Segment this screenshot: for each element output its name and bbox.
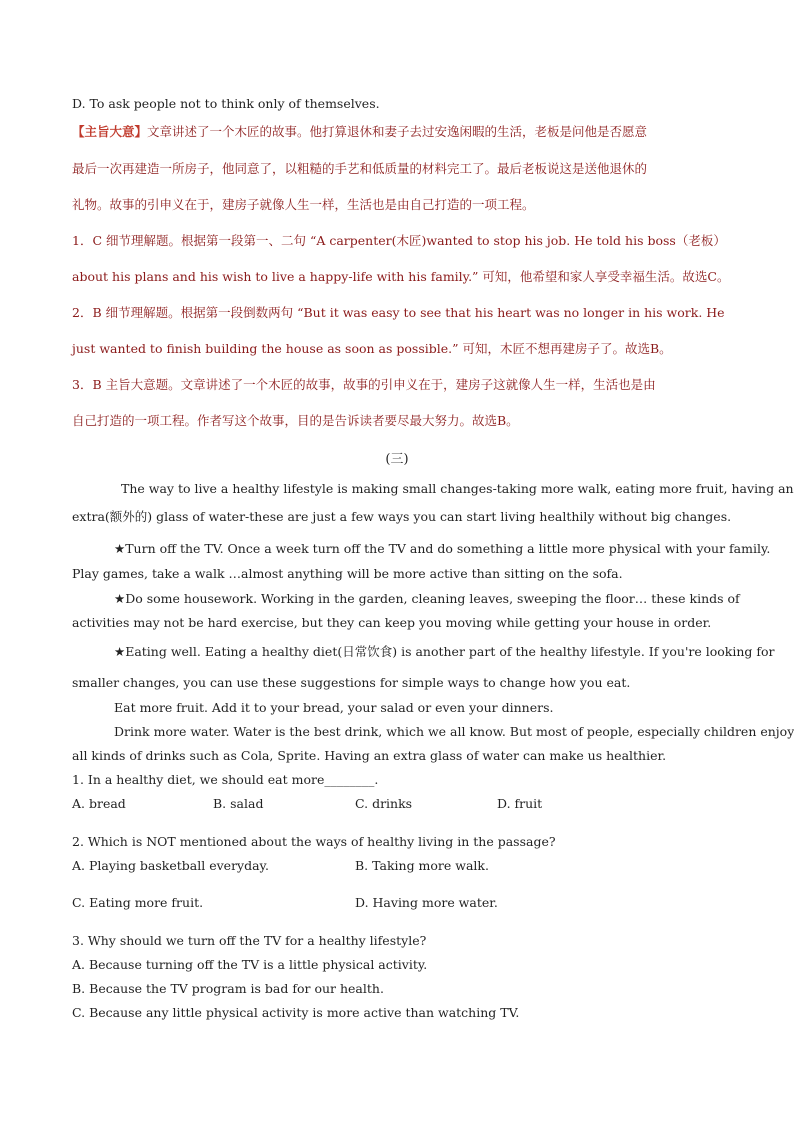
section-title: (三) — [385, 452, 409, 467]
passage-p3-line-1: ★Do some housework. Working in the garden, cleaning leaves, sweeping the floor… these kinds of — [114, 591, 740, 606]
q2-option-a: A. Playing basketball everyday. — [72, 858, 269, 873]
passage-p4-line-1: ★Eating well. Eating a healthy diet(日常饮食) is another part of the healthy lifestyle. If you're looking for — [114, 644, 775, 659]
question-3-stem: 3. Why should we turn off the TV for a healthy lifestyle? — [72, 933, 427, 948]
q1-option-a: A. bread — [72, 796, 126, 811]
answer-3-line-2: 自己打造的一项工程。作者写这个故事，目的是告诉读者要尽最大努力。故选B。 — [72, 413, 519, 428]
answer-2-line-1: 2．B 细节理解题。根据第一段倒数两句 “But it was easy to see that his heart was no longer in his work. He — [72, 305, 725, 320]
passage-p1-line-2: extra(额外的) glass of water-these are just a few ways you can start living healthily without big changes. — [72, 509, 732, 524]
q2-option-c: C. Eating more fruit. — [72, 895, 204, 910]
summary-line-3: 礼物。故事的引申义在于，建房子就像人生一样，生活也是由自己打造的一项工程。 — [72, 197, 535, 212]
prev-option-d: D. To ask people not to think only of themselves. — [72, 96, 380, 111]
q2-option-b: B. Taking more walk. — [355, 858, 489, 873]
passage-p4-line-2: smaller changes, you can use these suggestions for simple ways to change how you eat. — [72, 675, 631, 690]
passage-p6-line-1: Drink more water. Water is the best drink, which we all know. But most of people, especially children enjoy — [114, 724, 794, 739]
summary-line-1: 【主旨大意】文章讲述了一个木匠的故事。他打算退休和妻子去过安逸闲暇的生活，老板是问他是否愿意 — [72, 124, 648, 139]
q3-option-b: B. Because the TV program is bad for our health. — [72, 981, 384, 996]
question-1-stem: 1. In a healthy diet, we should eat more________. — [72, 772, 379, 787]
answer-1-line-1: 1．C 细节理解题。根据第一段第一、二句 “A carpenter(木匠)wanted to stop his job. He told his boss（老板） — [72, 233, 726, 248]
passage-p1-line-1: The way to live a healthy lifestyle is making small changes-taking more walk, eating more fruit, having an — [121, 481, 794, 496]
passage-p5-line-1: Eat more fruit. Add it to your bread, your salad or even your dinners. — [114, 700, 554, 715]
q1-option-c: C. drinks — [355, 796, 413, 811]
q1-option-d: D. fruit — [497, 796, 543, 811]
passage-p3-line-2: activities may not be hard exercise, but they can keep you moving while getting your house in order. — [72, 615, 712, 630]
q1-option-b: B. salad — [213, 796, 264, 811]
q2-option-d: D. Having more water. — [355, 895, 498, 910]
passage-p2-line-2: Play games, take a walk …almost anything will be more active than sitting on the sofa. — [72, 566, 623, 581]
answer-1-line-2: about his plans and his wish to live a happy-life with his family.” 可知，他希望和家人享受幸福生活。故选C。 — [72, 269, 730, 284]
passage-p6-line-2: all kinds of drinks such as Cola, Sprite. Having an extra glass of water can make us healthier. — [72, 748, 667, 763]
answer-2-line-2: just wanted to finish building the house as soon as possible.” 可知，木匠不想再建房子了。故选B。 — [72, 341, 672, 356]
question-2-stem: 2. Which is NOT mentioned about the ways of healthy living in the passage? — [72, 834, 556, 849]
q3-option-a: A. Because turning off the TV is a little physical activity. — [72, 957, 428, 972]
summary-line-2: 最后一次再建造一所房子，他同意了，以粗糙的手艺和低质量的材料完工了。最后老板说这是送他退休的 — [72, 161, 648, 176]
answer-3-line-1: 3．B 主旨大意题。文章讲述了一个木匠的故事，故事的引申义在于，建房子这就像人生一样，生活也是由 — [72, 377, 656, 392]
summary-label: 【主旨大意】 — [72, 124, 148, 139]
passage-p2-line-1: ★Turn off the TV. Once a week turn off the TV and do something a little more physical with your family. — [114, 541, 771, 556]
q3-option-c: C. Because any little physical activity is more active than watching TV. — [72, 1005, 520, 1020]
